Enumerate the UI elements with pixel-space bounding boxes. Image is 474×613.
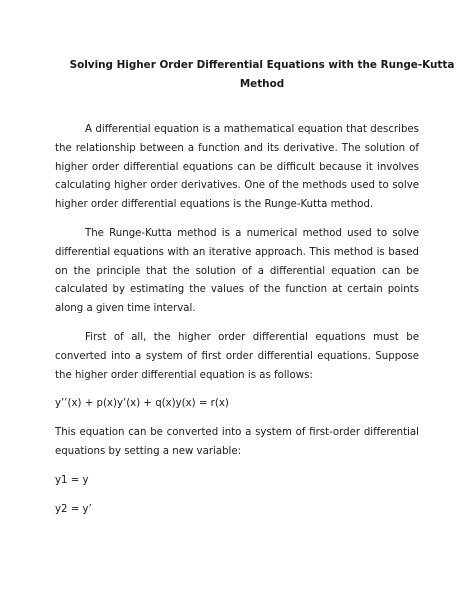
paragraph-system: This equation can be converted into a system of first-order differential equations by setting a new variable: xyxy=(55,427,419,457)
paragraph-intro: A differential equation is a mathematical equation that describes the relationship between a function and its derivative. The solution of higher order differential equations can be difficult because it involves calculating higher order derivatives. One of the methods used to solve higher order differential equations is the Runge-Kutta method. xyxy=(55,124,419,211)
document-title: Solving Higher Order Differential Equations with the Runge-Kutta Method xyxy=(69,59,455,90)
variable-definition-2: y2 = y’ xyxy=(55,503,92,515)
paragraph-conversion: First of all, the higher order differential equations must be converted into a system of first order differential equations. Suppose the higher order differential equation is as follows: xyxy=(55,331,419,381)
equation: y’’(x) + p(x)y’(x) + q(x)y(x) = r(x) xyxy=(55,398,229,410)
variable-definition-1: y1 = y xyxy=(55,474,89,486)
document-body xyxy=(55,121,419,529)
paragraph-method: The Runge-Kutta method is a numerical method used to solve differential equations with an iterative approach. This method is based on the principle that the solution of a differential equation can be calculated by estimating the values of the function at certain points along a given time interval. xyxy=(55,227,419,315)
